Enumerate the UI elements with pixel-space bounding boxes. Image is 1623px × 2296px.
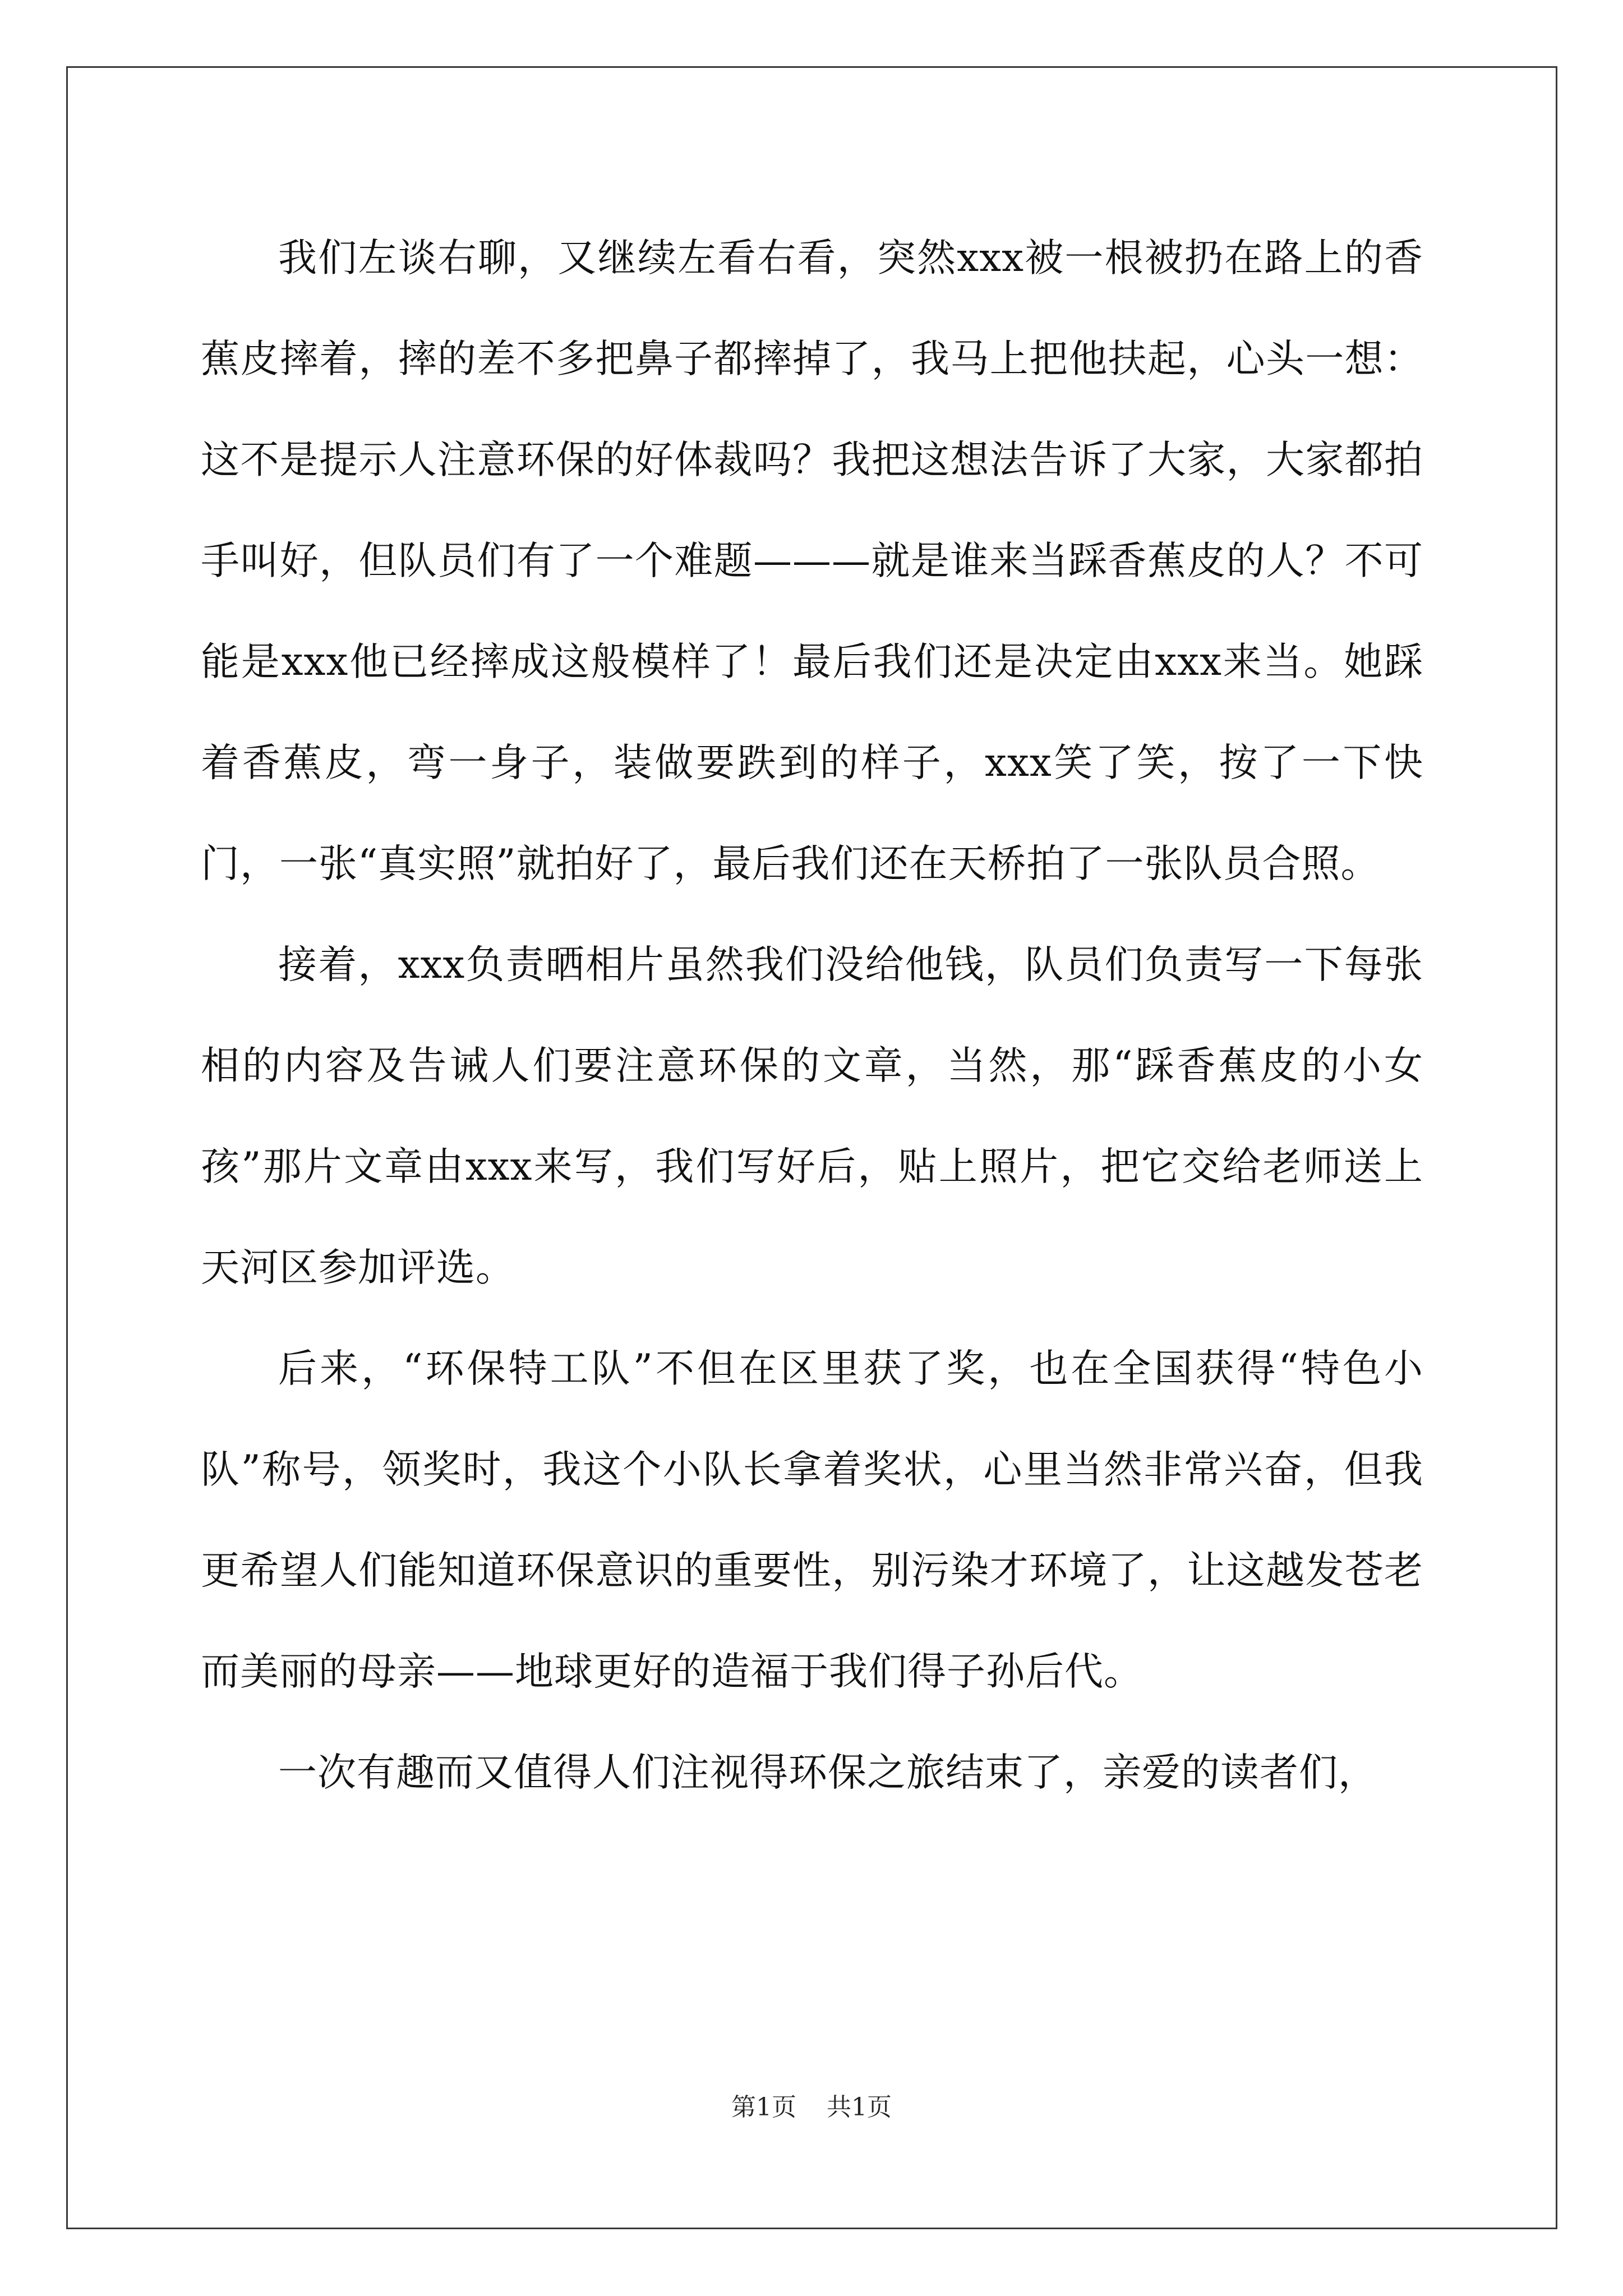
page-footer <box>0 2087 1623 2123</box>
document-body <box>201 208 1423 1823</box>
paragraph: 我们左谈右聊，又继续左看右看，突然xxx被一根被扔在路上的香蕉皮摔着，摔的差不多把鼻子都摔掉了，我马上把他扶起，心头一想：这不是提示人注意环保的好体裁吗？我把这想法告诉了大家，大家都拍手叫好，但队员们有了一个难题———就是谁来当踩香蕉皮的人？不可能是xxx他已经摔成这般模样了！最后我们还是决定由xxx来当。她踩着香蕉皮，弯一身子，装做要跌到的样子，xxx笑了笑，按了一下快门，一张“真实照”就拍好了，最后我们还在天桥拍了一张队员合照。 <box>201 236 1423 886</box>
page-number-current: 第1页 <box>731 2093 796 2122</box>
paragraph: 一次有趣而又值得人们注视得环保之旅结束了，亲爱的读者们， <box>278 1750 1377 1795</box>
paragraph: 接着，xxx负责晒相片虽然我们没给他钱，队员们负责写一下每张相的内容及告诫人们要注意环保的文章，当然，那“踩香蕉皮的小女孩”那片文章由xxx来写，我们写好后，贴上照片，把它交给老师送上天河区参加评选。 <box>201 942 1423 1290</box>
paragraph: 后来，“环保特工队”不但在区里获了奖，也在全国获得“特色小队”称号，领奖时，我这个小队长拿着奖状，心里当然非常兴奋，但我更希望人们能知道环保意识的重要性，别污染才环境了，让这越发苍老而美丽的母亲——地球更好的造福于我们得子孙后代。 <box>201 1346 1423 1694</box>
page-number-total: 共1页 <box>827 2093 892 2122</box>
